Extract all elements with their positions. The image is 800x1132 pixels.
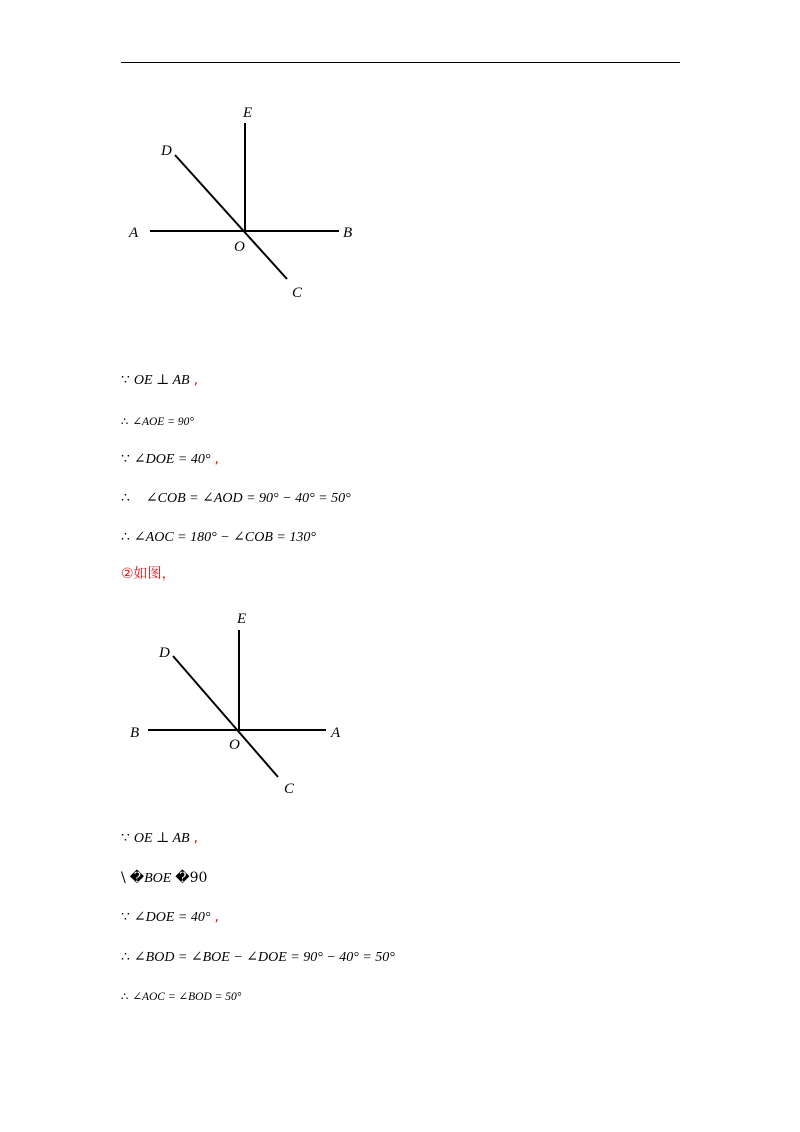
math-expression: OE ⊥ AB	[133, 831, 190, 846]
proof1-line2	[121, 413, 194, 429]
diagram-one	[0, 0, 800, 320]
label-o: O	[229, 737, 240, 753]
because-symbol: ∵	[121, 372, 130, 388]
label-o: O	[234, 239, 245, 255]
line-dc	[173, 656, 278, 777]
label-d: D	[161, 143, 172, 159]
garbled-symbol: �90	[175, 870, 208, 886]
comma: ,	[193, 372, 199, 388]
math-expression: ∠AOE = 90°	[132, 416, 194, 428]
math-expression: OE ⊥ AB	[133, 373, 190, 388]
label-c: C	[292, 285, 303, 301]
math-expression: ∠COB = ∠AOD = 90° − 40° = 50°	[145, 491, 351, 506]
line-dc	[175, 155, 287, 279]
therefore-symbol: ∴	[121, 529, 130, 545]
therefore-symbol: ∴	[121, 989, 129, 1003]
proof1-line5	[121, 529, 316, 545]
label-b: B	[130, 725, 140, 741]
proof2-line1	[121, 830, 198, 846]
label-e: E	[243, 105, 253, 121]
label-c: C	[284, 781, 295, 797]
comma: ,	[193, 830, 199, 846]
label-d: D	[159, 645, 170, 661]
math-expression: ∠DOE = 40°	[133, 910, 211, 925]
proof1-line4	[121, 490, 351, 506]
because-symbol: ∵	[121, 451, 130, 467]
proof2-line4	[121, 949, 395, 965]
label-e: E	[237, 611, 247, 627]
case-two-heading: ②如图，	[121, 566, 176, 582]
therefore-symbol: ∴	[121, 949, 130, 965]
label-a: A	[129, 225, 139, 241]
math-expression: ∠DOE = 40°	[133, 452, 211, 467]
proof2-line2	[121, 870, 207, 886]
because-symbol: ∵	[121, 909, 130, 925]
backslash: \	[121, 870, 126, 886]
proof1-line3	[121, 451, 219, 467]
math-expression: ∠BOD = ∠BOE − ∠DOE = 90° − 40° = 50°	[133, 950, 395, 965]
therefore-symbol: ∴	[121, 414, 129, 428]
because-symbol: ∵	[121, 830, 130, 846]
therefore-symbol: ∴	[121, 490, 130, 506]
math-expression: ∠AOC = 180° − ∠COB = 130°	[133, 530, 316, 545]
proof1-line1	[121, 372, 198, 388]
comma: ,	[214, 909, 219, 925]
math-expression: BOE	[144, 871, 172, 886]
math-expression: ∠AOC = ∠BOD = 50°	[132, 991, 242, 1003]
label-a: A	[331, 725, 341, 741]
diagram-two	[0, 590, 800, 810]
label-b: B	[343, 225, 353, 241]
comma: ,	[214, 451, 219, 467]
proof2-line5	[121, 988, 241, 1004]
proof2-line3	[121, 909, 219, 925]
garbled-symbol: �	[129, 870, 145, 886]
